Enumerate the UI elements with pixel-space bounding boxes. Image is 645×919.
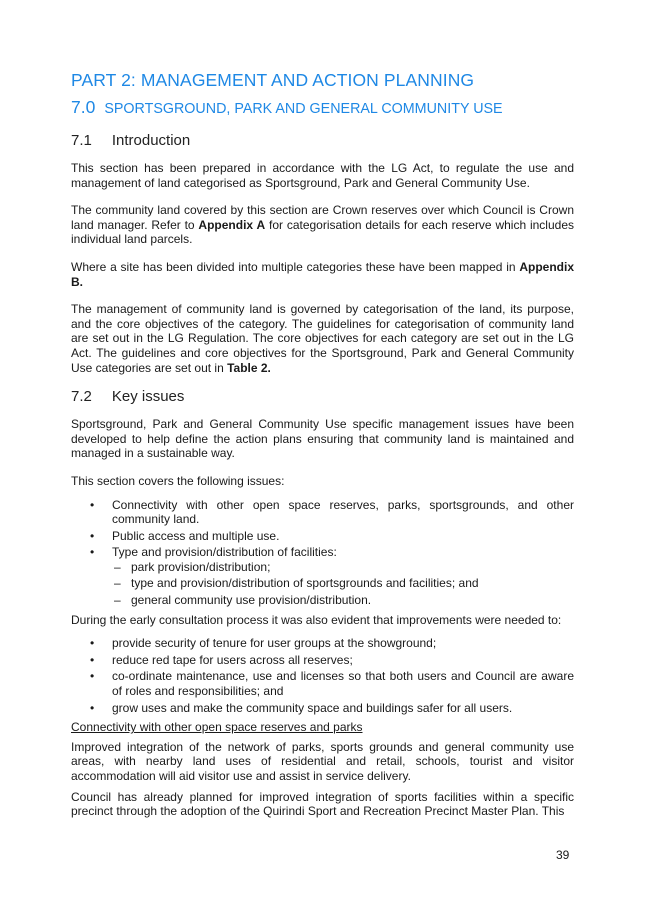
key-issues-title: Key issues [111, 388, 185, 406]
list-item-text: reduce red tape for users across all reserves; [112, 652, 353, 667]
improvements-list [71, 636, 574, 715]
intro-p2-text-c: for categorisation details for each reserve which includes individual land parcels. [71, 217, 574, 247]
intro-paragraph-3 [71, 260, 574, 289]
key-issues-paragraph-3: During the early consultation process it was also evident that improvements were needed to: [71, 612, 562, 627]
dash-icon: – [114, 593, 121, 608]
sublist-item [112, 576, 574, 591]
bullet-icon: • [90, 669, 95, 684]
facilities-sublist [112, 560, 574, 608]
sublist-item [112, 560, 574, 575]
intro-p3-text-a: Where a site has been divided into multiple categories these have been mapped in [71, 259, 520, 274]
bullet-icon: • [90, 652, 95, 667]
list-item [71, 498, 574, 527]
section-heading [71, 97, 574, 118]
section-title: SPORTSGROUND, PARK AND GENERAL COMMUNITY USE [104, 101, 503, 117]
list-item [71, 545, 574, 607]
bullet-icon: • [90, 497, 95, 512]
document-page [71, 70, 574, 825]
sublist-item [112, 593, 574, 608]
list-item [71, 636, 574, 651]
part-title: PART 2: MANAGEMENT AND ACTION PLANNING [71, 70, 475, 90]
bullet-icon: • [90, 528, 95, 543]
intro-heading [71, 132, 574, 149]
sublist-item-text: general community use provision/distribution. [131, 593, 372, 608]
intro-p2-text-a: The community land covered by this section are Crown reserves over which Council is Crown land manager. Refer to [71, 203, 574, 232]
list-item [71, 701, 574, 716]
dash-icon: – [114, 559, 121, 574]
bullet-icon: • [90, 636, 95, 651]
connectivity-paragraph-2: Council has already planned for improved integration of sports facilities within a specific precinct through the adoption of the Quirindi Sport and Recreation Precinct Master Plan. This [71, 789, 574, 819]
page-number: 39 [556, 848, 570, 862]
list-item-text: provide security of tenure for user groups at the showground; [112, 636, 437, 651]
issues-list [71, 498, 574, 608]
appendix-a-ref: Appendix A [198, 217, 266, 232]
intro-paragraph-4 [71, 302, 574, 375]
dash-icon: – [114, 576, 121, 591]
intro-paragraph-2 [71, 203, 574, 247]
sublist-item-text: park provision/distribution; [131, 559, 271, 574]
sublist-item-text: type and provision/distribution of sportsgrounds and facilities; and [131, 576, 479, 591]
key-issues-heading [71, 388, 574, 405]
connectivity-heading: Connectivity with other open space reserves and parks [71, 720, 363, 735]
key-issues-number: 7.2 [71, 388, 92, 406]
list-item [71, 529, 574, 544]
list-item-text: Type and provision/distribution of facilities: [112, 545, 337, 560]
list-item-text: Connectivity with other open space reserves, parks, sportsgrounds, and other community land. [112, 497, 574, 527]
bullet-icon: • [90, 700, 95, 715]
connectivity-paragraph-1: Improved integration of the network of parks, sports grounds and general community use areas, with nearby land uses of residential and retail, schools, tourist and visitor accommodation will aid visitor use and assist in service delivery. [71, 739, 574, 783]
intro-title: Introduction [111, 132, 191, 149]
list-item-text: Public access and multiple use. [112, 528, 280, 543]
appendix-b-ref: Appendix B. [71, 259, 574, 289]
key-issues-paragraph-2: This section covers the following issues: [71, 473, 285, 488]
intro-number: 7.1 [71, 132, 92, 149]
list-item-text: grow uses and make the community space and buildings safer for all users. [112, 700, 513, 715]
table-2-ref: Table 2. [227, 360, 271, 375]
intro-paragraph-1: This section has been prepared in accordance with the LG Act, to regulate the use and management of land categorised as Sportsground, Park and General Community Use. [71, 161, 574, 190]
intro-p4-text-a: The management of community land is governed by categorisation of the land, its purpose, and the core objectives of the category. The guidelines for categorisation of community land are set out in the LG Regulation. The core objectives for each category are set out in the LG Act. The guidelines and core objectives for the Sportsground, Park and General Community Use categories are set out in [71, 302, 574, 375]
list-item-text: co-ordinate maintenance, use and licenses so that both users and Council are aware of roles and responsibilities; and [112, 669, 574, 699]
list-item [71, 669, 574, 698]
section-number: 7.0 [71, 97, 96, 117]
bullet-icon: • [90, 545, 95, 560]
list-item [71, 653, 574, 668]
key-issues-paragraph-1: Sportsground, Park and General Community Use specific management issues have been developed to help define the action plans ensuring that community land is maintained and managed in a sustainable way. [71, 417, 574, 461]
